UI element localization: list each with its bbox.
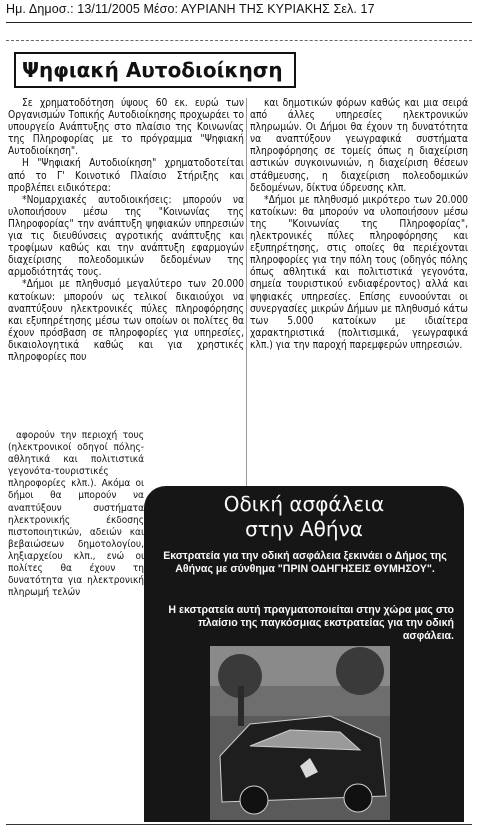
person-figure — [238, 686, 244, 726]
sidebar-lead: Εκστρατεία για την οδική ασφάλεια ξεκινάει ο Δήμος της Αθήνας με σύνθημα "ΠΡΙΝ ΟΔΗΓΗΣΕΙΣ ΘΥΜΗΣΟΥ". — [163, 550, 447, 575]
article-title: Ψηφιακή Αυτοδιοίκηση — [14, 52, 296, 88]
paragraph: Σε χρηματοδότηση ύψους 60 εκ. ευρώ των Οργανισμών Τοπικής Αυτοδιοίκησης προχωράει το υπουργείο Ανάπτυξης στο πλαίσιο της Κοινωνίας της Πληροφορίας με το πρόγραμμα "Ψηφιακή Αυτοδιοίκηση". — [8, 98, 244, 158]
paragraph: *Νομαρχιακές αυτοδιοικήσεις: μπορούν να υλοποιήσουν μέσω της "Κοινωνίας της Πληροφορίας" την ανάπτυξη ψηφιακών υπηρεσιών για τις διευθύνσεις αγροτικής ανάπτυξης και τροφίμων καθώς και την ανάπτυξη εφαρμογών διαχείρισης πολεοδομικών δεδομένων της αρμοδιότητάς τους. — [8, 194, 244, 279]
sidebar-body: Η εκστρατεία αυτή πραγματοποιείται στην χώρα μας στο πλαίσιο της παγκόσμιας εκστρατείας για την οδική ασφάλεια. — [168, 604, 454, 642]
footer-rule — [6, 824, 472, 825]
car-crash-photo — [210, 646, 390, 820]
paragraph: αφορούν την περιοχή τους (ηλεκτρονικοί οδηγοί πόλης-αθλητικά και πολιτιστικά γεγονότα-τουριστικές πληροφορίες κλπ.). Ακόμα οι δήμοι θα μπορούν να αναπτύξουν συστήματα ηλεκτρονικής έκδοσης πιστοποιητικών, αδειών και βεβαιώσεων δημοτολογίου, ληξιαρχείου κλπ., ενώ οι πολίτες θα έχουν τη δυνατότητα για ηλεκτρονική πληρωμή τελών — [8, 430, 144, 599]
paragraph: *Δήμοι με πληθυσμό μεγαλύτερο των 20.000 κατοίκων: μπορούν ως τελικοί δικαιούχοι να αναπτύξουν ηλεκτρονικές πύλες πληροφόρησης και εξυπηρέτησης μέσω των οποίων οι πολίτες θα έχουν πρόσβαση σε πληροφορίες για υπηρεσίες, δικαιολογητικά καθώς και για χρηστικές πληροφορίες που — [8, 279, 244, 363]
right-column — [250, 98, 468, 352]
paragraph: και δημοτικών φόρων καθώς και μια σειρά από άλλες υπηρεσίες ηλεκτρονικών πληρωμών. Οι Δήμοι θα έχουν τη δυνατότητα να αναπτύξουν γεωγραφικά συστήματα πληροφόρησης σε τομείς όπως η διαχείριση αστικών συγκοινωνιών, η διαχείριση θέσεων στάθμευσης, η διαχείριση πολεοδομικών δεδομένων, δίκτυα ύδρευσης κλπ. — [250, 98, 468, 194]
paragraph: Η "Ψηφιακή Αυτοδιοίκηση" χρηματοδοτείται από το Γ' Κοινοτικό Πλαίσιο Στήριξης και προβλέπει ειδικότερα: — [8, 158, 244, 194]
road-safety-sidebar — [144, 486, 464, 822]
header-rule — [6, 22, 472, 23]
clipping-header: Ημ. Δημοσ.: 13/11/2005 Μέσο: ΑΥΡΙΑΝΗ ΤΗΣ ΚΥΡΙΑΚΗΣ Σελ. 17 — [6, 2, 375, 16]
left-column — [8, 98, 244, 364]
paragraph: *Δήμοι με πληθυσμό μικρότερο των 20.000 κατοίκων: θα μπορούν να υλοποιήσουν μέσω της "Κοινωνίας της Πληροφορίας", ηλεκτρονικές πύλες πληροφόρησης και εξυπηρέτησης, στις οποίες θα περιέχονται πληροφορίες για την πόλη τους (οδηγός πόλης όπως αθλητικά και πολιτιστικά γεγονότα, σημεία τουριστικού ενδιαφέροντος) αλλά και ψηφιακές υπηρεσίες. Επίσης ευνοούνται οι συνεργασίες μικρών Δήμων με πληθυσμό κάτω των 5.000 κατοίκων με ιδιαίτερα χαρακτηριστικά (πολιτισμικά, γεωγραφικά κλπ.) για την παροχή παρεμφερών υπηρεσιών. — [250, 194, 468, 351]
header-dashed-rule — [6, 40, 472, 41]
sidebar-title — [144, 492, 464, 542]
left-column-lower — [8, 430, 144, 599]
sidebar-title-line: στην Αθήνα — [245, 517, 363, 541]
column-divider — [246, 98, 247, 488]
sidebar-title-line: Οδική ασφάλεια — [223, 492, 385, 516]
